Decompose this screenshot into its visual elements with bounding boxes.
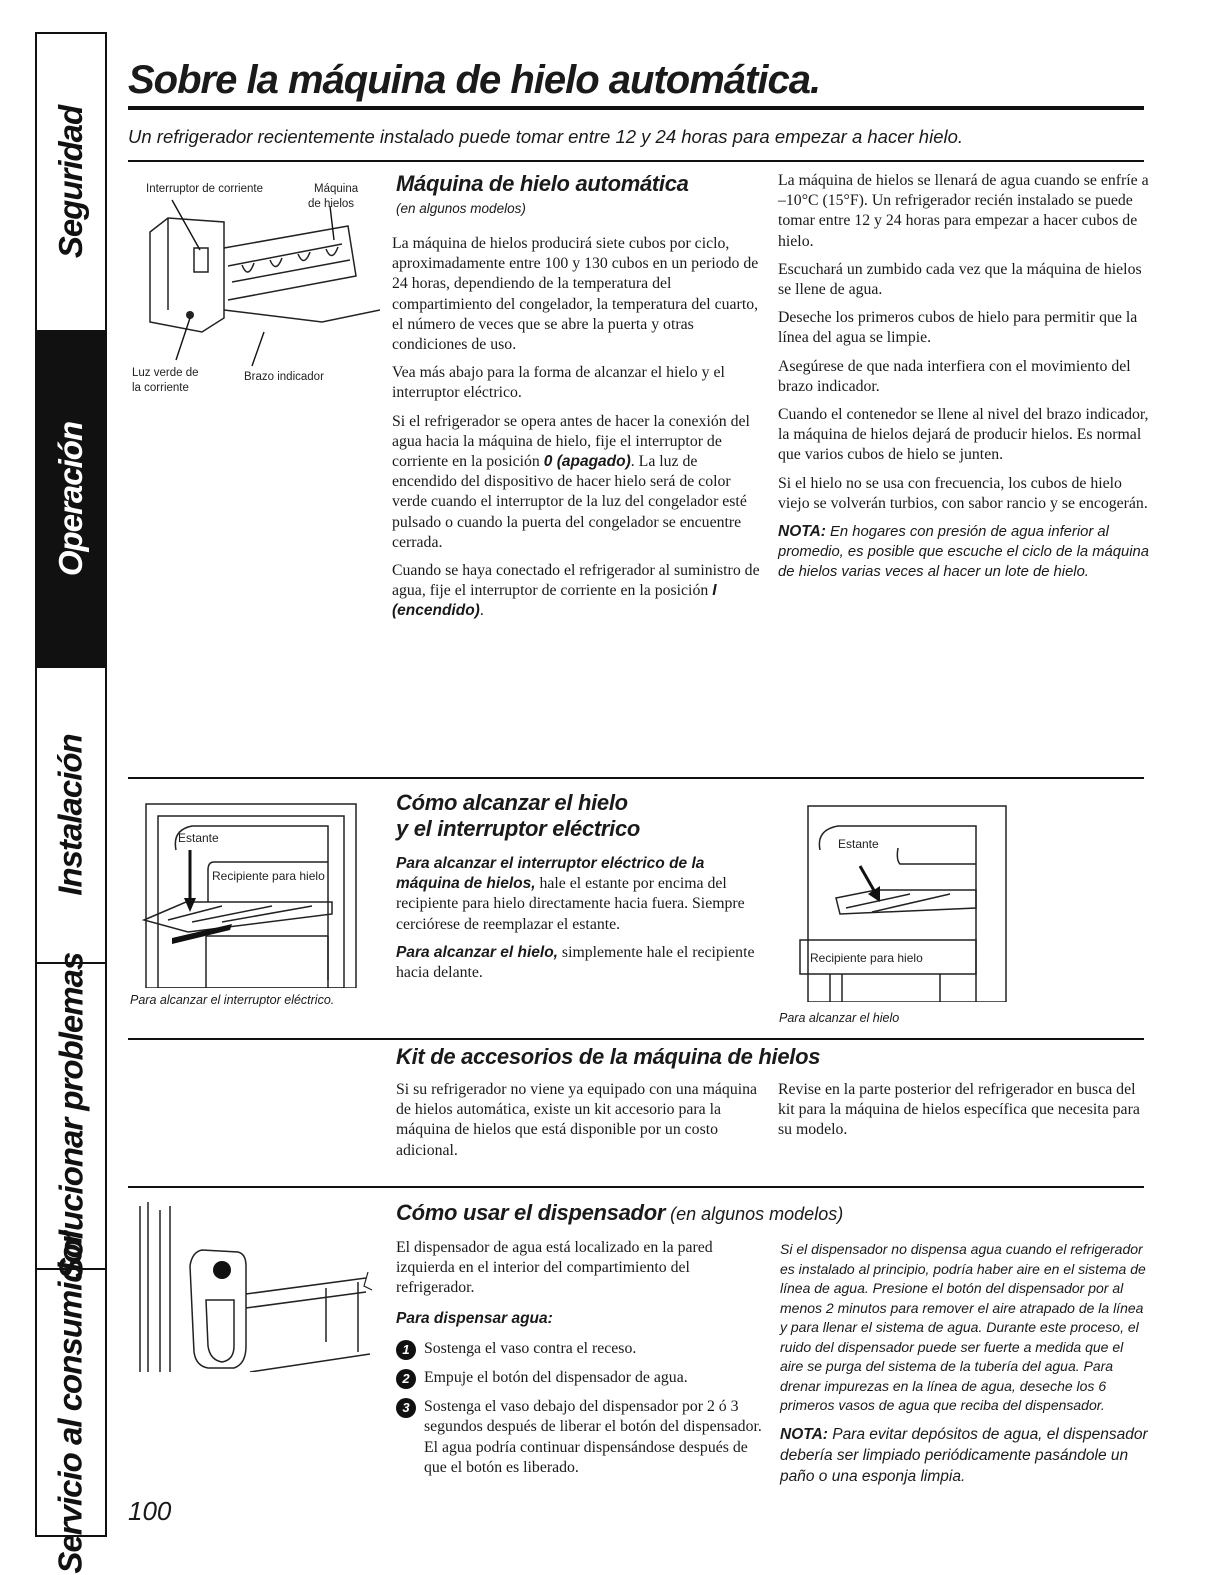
page-subtitle: Un refrigerador recientemente instalado puede tomar entre 12 y 24 horas para empezar a hacer hielo.: [128, 126, 964, 147]
title-rule: [128, 106, 1144, 110]
left-fig-bin-label: Recipiente para hielo: [212, 869, 325, 883]
label-de-hielos: de hielos: [308, 198, 355, 210]
icemaker-heading: Máquina de hielo automática: [396, 171, 689, 196]
reach-heading-line2: y el interruptor eléctrico: [396, 816, 641, 841]
icemaker-r3: Deseche los primeros cubos de hielo para permitir que la línea del agua se limpie.: [778, 309, 1138, 347]
icemaker-r4: Asegúrese de que nada interfiera con el movimiento del brazo indicador.: [778, 357, 1131, 395]
reach-p1: Para alcanzar el interruptor eléctrico de la máquina de hielos, hale el estante por encima del recipiente para hielo directamente hacia fuera. Siempre cerciórese de reemplazar el estante.: [396, 855, 745, 933]
reach-body: [396, 854, 756, 991]
dispenser-subheading: Para dispensar agua:: [396, 1309, 553, 1327]
shelf-switch-illustration: [132, 790, 374, 988]
side-tabs: [35, 32, 107, 1574]
section-divider: [128, 160, 1144, 162]
right-fig-bin-label: Recipiente para hielo: [810, 951, 923, 965]
section-divider: [128, 1038, 1144, 1040]
tab-servicio-al-consumidor[interactable]: Servicio al consumidor: [52, 1231, 89, 1574]
right-fig-caption: Para alcanzar el hielo: [779, 1011, 900, 1025]
left-fig-shelf-label: Estante: [178, 831, 219, 845]
label-interruptor: Interruptor de corriente: [146, 183, 263, 195]
icemaker-right-body: [778, 171, 1150, 590]
section-divider: [128, 777, 1144, 779]
right-fig-shelf-label: Estante: [838, 837, 879, 851]
icemaker-r6: Si el hielo no se usa con frecuencia, los cubos de hielo viejo se volverán turbios, con sabor rancio y se encogerán.: [778, 474, 1148, 512]
step-number-icon: 3: [396, 1398, 416, 1418]
icemaker-p1: La máquina de hielos producirá siete cubos por ciclo, aproximadamente entre 100 y 130 cubos en un periodo de 24 horas, dependiendo de la temperatura del compartimiento del congelador, la temperatura del cuarto, el número de veces que se abre la puerta y otras condiciones de uso.: [392, 235, 759, 354]
icemaker-p4: Cuando se haya conectado el refrigerador al suministro de agua, fije el interruptor de corriente en la posición I (encendido).: [392, 562, 760, 620]
step-1: 1 Sostenga el vaso contra el receso.: [396, 1339, 764, 1359]
left-fig-caption: Para alcanzar el interruptor eléctrico.: [130, 993, 335, 1007]
dispenser-heading: Cómo usar el dispensador (en algunos modelos): [396, 1200, 844, 1225]
label-luz-verde: Luz verde de: [132, 367, 199, 379]
icemaker-note: (en algunos modelos): [396, 201, 526, 216]
dispenser-right-body: [780, 1240, 1150, 1495]
icemaker-p2: Vea más abajo para la forma de alcanzar el hielo y el interruptor eléctrico.: [392, 364, 725, 402]
dispenser-nota: NOTA: Para evitar depósitos de agua, el dispensador debería ser limpiado periódicamente pasándole un paño o una esponja limpia.: [780, 1425, 1148, 1485]
reach-heading-line1: Cómo alcanzar el hielo: [396, 790, 628, 815]
step-3: 3 Sostenga el vaso debajo del dispensador por 2 ó 3 segundos después de liberar el botón del dispensador. El agua podría continuar dispensándose después de que el botón es liberado.: [396, 1397, 764, 1478]
tab-seguridad[interactable]: Seguridad: [37, 34, 105, 332]
icemaker-p3: Si el refrigerador se opera antes de hacer la conexión del agua hacia la máquina de hielo, fije el interruptor de corriente en la posición 0 (apagado). La luz de encendido del dispositivo de hacer hielo será de color verde cuando el interruptor de la luz del congelador esté pulsado o cuando la puerta del congelador se encuentre cerrada.: [392, 412, 750, 551]
icemaker-nota: NOTA: En hogares con presión de agua inferior al promedio, es posible que escuche el ciclo de la máquina de hielos varias veces al hacer un lote de hielo.: [778, 523, 1149, 581]
reach-p2: Para alcanzar el hielo, simplemente hale el recipiente hacia delante.: [396, 943, 755, 982]
dispenser-intro: El dispensador de agua está localizado en la pared izquierda en el interior del compartimiento del refrigerador.: [396, 1239, 713, 1297]
icemaker-r5: Cuando el contenedor se llene al nivel del brazo indicador, la máquina de hielos dejará de producir hielos. Es normal que varios cubos de hielo se junten.: [778, 406, 1149, 464]
tab-solucionar-problemas[interactable]: Solucionar problemas: [37, 964, 105, 1270]
icemaker-body: [392, 234, 764, 630]
dispenser-body: [396, 1238, 764, 1487]
dispenser-steps: [396, 1339, 764, 1478]
kit-right-body: Revise en la parte posterior del refrigerador en busca del kit para la máquina de hielos específica que necesita para su modelo.: [778, 1081, 1140, 1139]
section-divider: [128, 1186, 1144, 1188]
tab-instalacion[interactable]: Instalación: [37, 668, 105, 964]
kit-heading: Kit de accesorios de la máquina de hielos: [396, 1044, 821, 1069]
icemaker-r1: La máquina de hielos se llenará de agua cuando se enfríe a –10°C (15°F). Un refrigerador recién instalado se puede tomar entre 12 y 24 horas para empezar a hacer cubos de hielo.: [778, 172, 1149, 250]
step-number-icon: 1: [396, 1340, 416, 1360]
page-title: Sobre la máquina de hielo automática.: [128, 58, 821, 102]
dispenser-illustration: [130, 1196, 376, 1372]
step-number-icon: 2: [396, 1369, 416, 1389]
page-number: 100: [128, 1496, 172, 1526]
tab-operacion[interactable]: Operación: [37, 332, 105, 668]
icemaker-r2: Escuchará un zumbido cada vez que la máquina de hielos se llene de agua.: [778, 260, 1142, 299]
ice-bin-illustration: [780, 790, 1020, 1002]
dispenser-right-note: Si el dispensador no dispensa agua cuando el refrigerador es instalado al principio, podría haber aire en el sistema de línea de agua. Presione el botón del dispensador por al menos 2 minutos para remover el aire atrapado de la línea y para llenar el sistema de agua. Durante este proceso, el ruido del dispensador puede ser fuerte a medida que el aire se purga del sistema de la tubería del agua. Para drenar impurezas en la línea de agua, deseche los 6 primeros vasos de agua que reciba del dispensador.: [780, 1241, 1146, 1413]
label-brazo-indicador: Brazo indicador: [244, 371, 324, 383]
icemaker-illustration: [132, 170, 380, 400]
label-maquina: Máquina: [314, 183, 359, 195]
kit-left-body: Si su refrigerador no viene ya equipado con una máquina de hielos automática, existe un kit accesorio para la máquina de hielos que está disponible por un costo adicional.: [396, 1081, 758, 1159]
label-la-corriente: la corriente: [132, 382, 189, 394]
step-2: 2 Empuje el botón del dispensador de agua.: [396, 1368, 764, 1388]
